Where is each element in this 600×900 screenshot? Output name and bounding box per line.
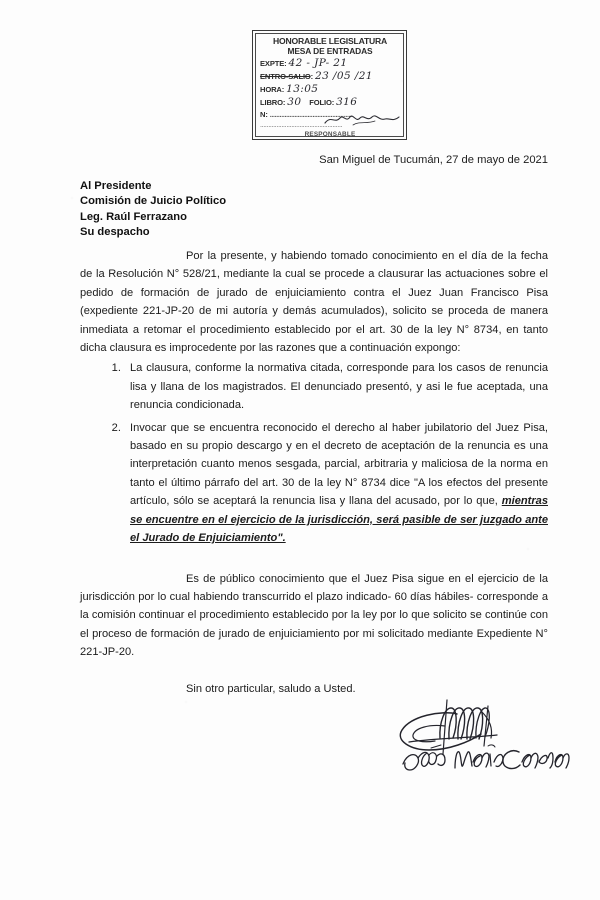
letter-body: [80, 247, 548, 698]
body-paragraph-2: Es de público conocimiento que el Juez Pisa sigue en el ejercicio de la jurisdicción por lo cual habiendo transcurrido el plazo indicado- 60 días hábiles- corresponde a la comisión continuar el procedimiento establecido por la ley por lo que solicito se continúe con el proceso de formación de jurado de enjuiciamiento por mi solicitado mediante Expediente N° 221-JP-20.: [80, 572, 548, 659]
stamp-entro-salio-value: 23 /05 /21: [315, 69, 373, 82]
stamp-expte-value: 42 - JP- 21: [288, 56, 348, 69]
stamp-folio-value: 316: [336, 95, 358, 108]
stamp-hora-label: HORA:: [260, 84, 285, 94]
signature-icon: [385, 692, 575, 778]
addressee-line-office: Su despacho: [80, 226, 150, 239]
body-paragraph-1: Por la presente, y habiendo tomado conocimiento en el día de la fecha de la Resolución N° 528/21, mediante la cual se procede a clausurar las actuaciones sobre el pedido de formación de jurado de enjuiciamiento contra el Juez Juan Francisco Pisa (expediente 221-JP-20 de mi autoría y demás acumulados), solicito se proceda de manera inmediata a retomar el procedimiento establecido por el art. 30 de la ley N° 8734, en tanto dicha clausura es improcedente por las razones que a continuación expongo:: [80, 250, 548, 355]
stamp-entro-salio-row: [260, 70, 400, 83]
stamp-title: HONORABLE LEGISLATURA: [272, 36, 388, 46]
stamp-dotted-line-2: ..................................................: [260, 121, 343, 129]
stamp-entro-salio-colon: :: [310, 71, 314, 81]
claim-item-2: [124, 419, 548, 548]
addressee-line-commission: Comisión de Juicio Político: [80, 195, 227, 208]
stamp-folio-label: FOLIO:: [309, 97, 335, 107]
addressee-line-president: Al Presidente: [80, 180, 152, 192]
stamp-expte-row: [260, 57, 400, 70]
stamp-hora-value: 13:05: [286, 82, 319, 95]
claim-item-2-text: Invocar que se encuentra reconocido el derecho al haber jubilatorio del Juez Pisa, basado en su propio descargo y en el decreto de aceptación de la renuncia es una interpretación cuanto menos sesgada, parcial, arbitraria y maliciosa de la norma en tanto el último párrafo del art. 30 de la ley N° 8734 dice "A los efectos del presente artículo, sólo se aceptará la renuncia lisa y llana del acusado, por lo que,: [130, 421, 548, 508]
claim-item-2-emphasis: mientras se encuentre en el ejercicio de la jurisdicción, será pasible de ser juzgado ante el Jurado de Enjuiciamiento".: [130, 495, 548, 545]
addressee-line-legislator: Leg. Raúl Ferrazano: [80, 210, 187, 223]
stamp-libro-label: LIBRO:: [260, 97, 286, 107]
stamp-dotted-line-1: ..................................................: [269, 111, 352, 119]
claims-list: [80, 359, 548, 547]
stamp-n-label: N:: [260, 109, 268, 119]
stamp-libro-folio-row: [260, 96, 400, 109]
addressee-block: [80, 179, 226, 241]
stamp-expte-label: EXPTE:: [260, 58, 287, 68]
stamp-responsable-label: RESPONSABLE: [304, 130, 356, 138]
stamp-entro-salio-label: ENTRO-SALIO: [260, 71, 311, 81]
reception-stamp: [252, 30, 407, 140]
stamp-libro-value: 30: [287, 95, 302, 108]
claim-item-1: 1. La clausura, conforme la normativa citada, corresponde para los casos de renuncia lisa y llana de los magistrados. El denunciado presentó, y asi le fue aceptada, una renuncia condicionada.: [124, 359, 548, 414]
handwritten-signature: [385, 692, 575, 778]
body-spacer: [80, 552, 548, 570]
closing-spacer: [80, 662, 548, 680]
date-line: San Miguel de Tucumán, 27 de mayo de 2021: [319, 154, 548, 166]
stamp-hora-row: [260, 83, 400, 96]
stamp-subtitle: MESA DE ENTRADAS: [287, 46, 373, 56]
stamp-responsible-signature-icon: [323, 111, 401, 127]
closing-line: Sin otro particular, saludo a Usted.: [186, 682, 356, 695]
